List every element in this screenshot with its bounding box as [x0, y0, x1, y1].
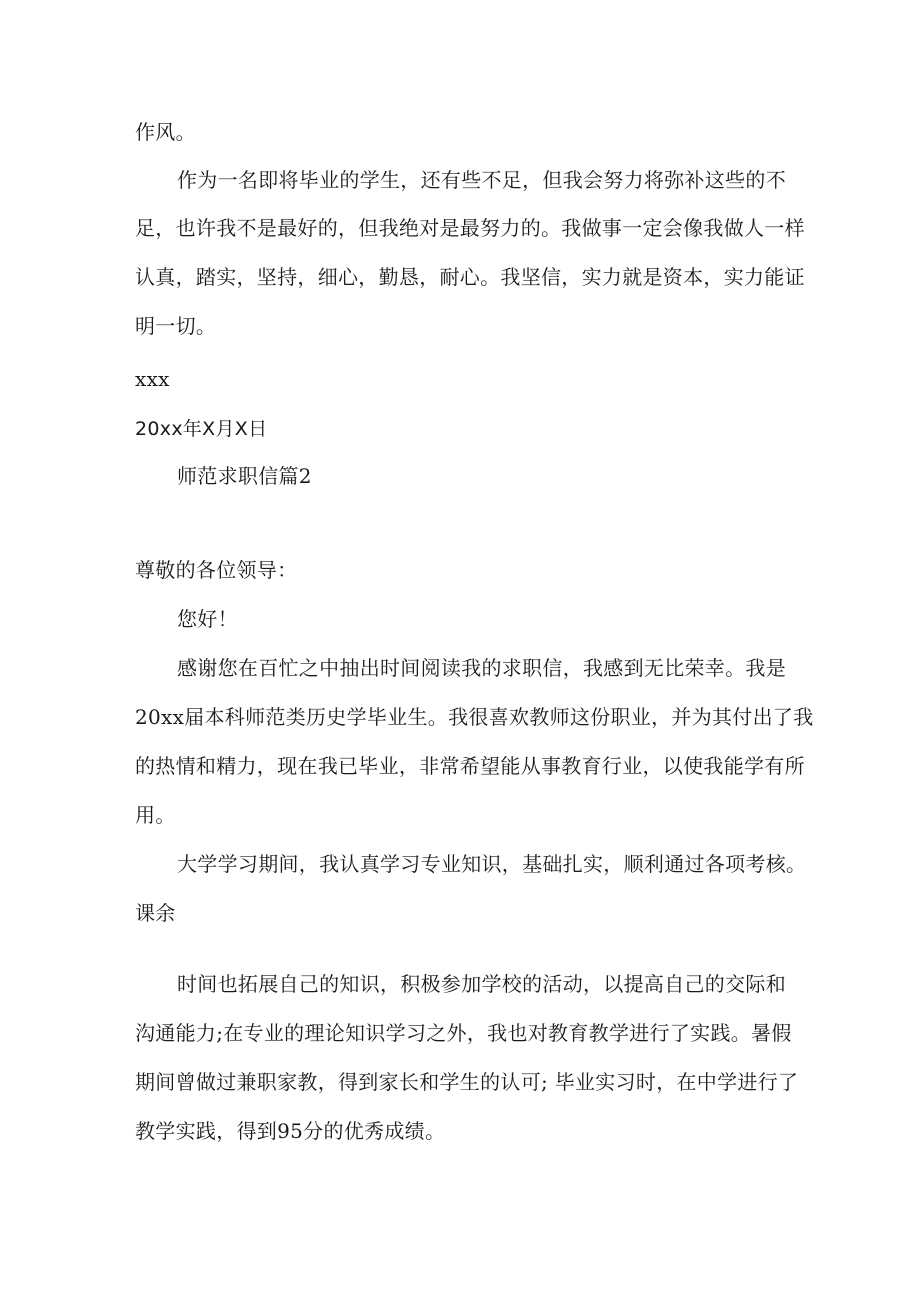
text-line: 大学学习期间，我认真学习专业知识，基础扎实，顺利通过各项考核。 [177, 852, 807, 876]
text-line: 感谢您在百忙之中抽出时间阅读我的求职信，我感到无比荣幸。我是 [177, 656, 786, 680]
text-line: 沟通能力;在专业的理论知识学习之外，我也对教育教学进行了实践。暑假 [135, 1021, 792, 1045]
salutation: 尊敬的各位领导： [135, 558, 298, 582]
signature-date: 20xx年X月X日 [135, 418, 268, 440]
text-line: 20xx届本科师范类历史学毕业生。我很喜欢教师这份职业，并为其付出了我 [135, 705, 814, 729]
text-line: 明一切。 [135, 314, 217, 338]
text-line: 作风。 [135, 120, 196, 144]
text-line: 时间也拓展自己的知识，积极参加学校的活动，以提高自己的交际和 [177, 972, 786, 996]
text-line: 足，也许我不是最好的，但我绝对是最努力的。我做事一定会像我做人一样 [135, 216, 805, 240]
text-line: 作为一名即将毕业的学生，还有些不足，但我会努力将弥补这些的不 [177, 168, 786, 192]
text-line: 教学实践，得到95分的优秀成绩。 [135, 1119, 446, 1143]
text-line: 用。 [135, 803, 176, 827]
text-line: 期间曾做过兼职家教，得到家长和学生的认可; 毕业实习时，在中学进行了 [135, 1070, 799, 1094]
signature-name: xxx [135, 367, 170, 391]
section-heading: 师范求职信篇2 [177, 464, 312, 488]
text-line: 的热情和精力，现在我已毕业，非常希望能从事教育行业，以使我能学有所 [135, 754, 805, 778]
greeting: 您好！ [177, 607, 238, 631]
text-line: 认真，踏实，坚持，细心，勤恳，耐心。我坚信，实力就是资本，实力能证 [135, 265, 805, 289]
text-line: 课余 [135, 901, 176, 925]
